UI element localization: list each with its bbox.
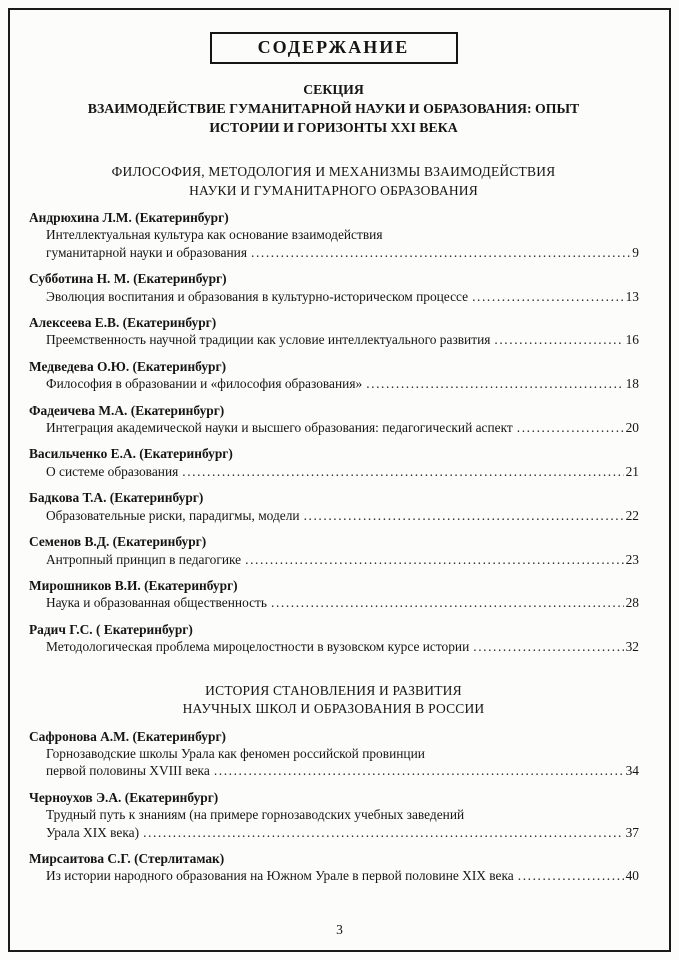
toc-entry-title-line: [28, 507, 639, 524]
toc-entry-title-text: первой половины XVIII века: [46, 763, 210, 779]
dot-leader: [214, 762, 624, 779]
toc-entry: [28, 445, 639, 480]
toc-entry-title-text: Интеллектуальная культура как основание взаимодействия: [46, 227, 383, 243]
toc-entry-author: Семенов В.Д. (Екатеринбург): [29, 534, 207, 550]
toc-entry-page-number: 37: [625, 824, 639, 840]
toc-entry-page-number: 20: [625, 420, 639, 436]
section-heading-line: СЕКЦИЯ: [303, 82, 364, 97]
toc-entry: [28, 489, 639, 524]
toc-entry-author: Медведева О.Ю. (Екатеринбург): [29, 358, 227, 374]
toc-entry-title-text: Философия в образовании и «философия образования»: [46, 376, 363, 392]
toc-entry-title-text: О системе образования: [46, 463, 179, 479]
toc-entry-title-text: Образовательные риски, парадигмы, модели: [46, 507, 300, 523]
dot-leader: [251, 244, 630, 261]
toc-entry-author: Бадкова Т.А. (Екатеринбург): [29, 490, 204, 506]
dot-leader: [366, 375, 623, 392]
toc-entry-title-text: Из истории народного образования на Южном Урале в первой половине XIX века: [46, 868, 514, 884]
toc-entry-page-number: 23: [625, 551, 639, 567]
toc-entry-author: Субботина Н. М. (Екатеринбург): [29, 271, 227, 287]
toc-entry-page-number: 32: [625, 639, 639, 655]
toc-entry-author: Радич Г.С. ( Екатеринбург): [29, 621, 193, 637]
toc-entry-title-text: Антропный принцип в педагогике: [46, 551, 242, 567]
toc-entry-page-number: 34: [625, 763, 639, 779]
toc-entry-page-number: 21: [625, 463, 639, 479]
toc-entry-page-number: 40: [625, 868, 639, 884]
toc-entry-author: Васильченко Е.А. (Екатеринбург): [29, 446, 233, 462]
subsection-heading-line: НАУЧНЫХ ШКОЛ И ОБРАЗОВАНИЯ В РОССИИ: [182, 701, 485, 717]
toc-entry: [28, 314, 639, 349]
toc-entry-page-number: 22: [625, 507, 639, 523]
toc-entry: [28, 402, 639, 437]
page-border: [8, 8, 671, 952]
toc-subsection: [28, 163, 639, 656]
toc-entry-title-line: [28, 244, 639, 261]
dot-leader: [143, 824, 624, 841]
dot-leader: [518, 867, 624, 884]
dot-leader: [182, 463, 623, 480]
toc-entry-author: Сафронова А.М. (Екатеринбург): [29, 728, 226, 744]
toc-entry-page-number: 13: [625, 288, 639, 304]
toc-entry: [28, 728, 639, 780]
toc-entry-title-text: Преемственность научной традиции как условие интеллектуального развития: [46, 332, 491, 348]
toc-entry-title-line: [28, 226, 639, 243]
subsection-heading-line: ИСТОРИЯ СТАНОВЛЕНИЯ И РАЗВИТИЯ: [205, 682, 462, 698]
toc-entry: [28, 621, 639, 656]
toc-entry-title-line: [28, 745, 639, 762]
subsection-heading-line: ФИЛОСОФИЯ, МЕТОДОЛОГИЯ И МЕХАНИЗМЫ ВЗАИМОДЕЙСТВИЯ: [111, 164, 556, 179]
toc-entry-title-line: [28, 463, 639, 480]
toc-entry: [28, 789, 639, 841]
dot-leader: [517, 419, 624, 436]
toc-entry-title-line: [28, 419, 639, 436]
toc-entry-page-number: 28: [625, 595, 639, 611]
toc-entry-title-text: Урала XIX века): [46, 824, 140, 840]
toc-entry-title-text: Наука и образованная общественность: [46, 595, 268, 611]
toc-entry-title-line: [28, 867, 639, 884]
dot-leader: [271, 594, 624, 611]
dot-leader: [304, 507, 624, 524]
contents-title-box: [210, 32, 458, 64]
toc-body: [28, 163, 639, 885]
toc-entry-title-line: [28, 824, 639, 841]
page-number: 3: [336, 922, 343, 937]
toc-subsection: [28, 682, 639, 885]
toc-entry: [28, 358, 639, 393]
toc-entry-title-text: Трудный путь к знаниям (на примере горнозаводских учебных заведений: [46, 807, 465, 823]
toc-entry: [28, 850, 639, 885]
toc-entry-author: Мирсаитова С.Г. (Стерлитамак): [29, 850, 225, 866]
section-heading-line: ВЗАИМОДЕЙСТВИЕ ГУМАНИТАРНОЙ НАУКИ И ОБРАЗОВАНИЯ: ОПЫТ: [87, 101, 580, 116]
dot-leader: [473, 638, 623, 655]
toc-entry-title-line: [28, 594, 639, 611]
toc-entry-title-text: Горнозаводские школы Урала как феномен российской провинции: [46, 745, 425, 761]
toc-entry: [28, 533, 639, 568]
subsection-heading: [28, 163, 639, 200]
toc-entry-title-line: [28, 762, 639, 779]
contents-title: СОДЕРЖАНИЕ: [257, 37, 410, 57]
toc-entry-page-number: 18: [625, 376, 639, 392]
toc-entry-page-number: 16: [625, 332, 639, 348]
toc-entry: [28, 270, 639, 305]
subsection-heading: [28, 682, 639, 719]
toc-entry-title-line: [28, 551, 639, 568]
toc-entry-title-line: [28, 288, 639, 305]
toc-entry-author: Алексеева Е.В. (Екатеринбург): [29, 315, 217, 331]
dot-leader: [245, 551, 623, 568]
toc-entry-title-line: [28, 375, 639, 392]
toc-entry: [28, 577, 639, 612]
dot-leader: [494, 331, 623, 348]
section-heading-line: ИСТОРИИ И ГОРИЗОНТЫ XXI ВЕКА: [209, 120, 458, 135]
dot-leader: [472, 288, 624, 305]
toc-entry-title-line: [28, 331, 639, 348]
toc-entry-author: Андрюхина Л.М. (Екатеринбург): [29, 210, 229, 225]
subsection-heading-line: НАУКИ И ГУМАНИТАРНОГО ОБРАЗОВАНИЯ: [189, 182, 478, 198]
toc-entry-title-line: [28, 806, 639, 823]
toc-entry-page-number: 9: [632, 244, 639, 260]
section-heading: [28, 80, 639, 137]
toc-entry-title-text: Методологическая проблема мироцелостности в вузовском курсе истории: [46, 639, 470, 655]
toc-entry-title-text: гуманитарной науки и образования: [46, 244, 247, 260]
toc-entry: [28, 209, 639, 261]
toc-entry-author: Мирошников В.И. (Екатеринбург): [29, 577, 238, 593]
toc-entry-title-line: [28, 638, 639, 655]
toc-entry-title-text: Эволюция воспитания и образования в культурно-историческом процессе: [46, 288, 469, 304]
toc-entry-author: Черноухов Э.А. (Екатеринбург): [29, 789, 219, 805]
toc-entry-author: Фадеичева М.А. (Екатеринбург): [29, 402, 225, 418]
toc-entry-title-text: Интеграция академической науки и высшего образования: педагогический аспект: [46, 420, 513, 436]
